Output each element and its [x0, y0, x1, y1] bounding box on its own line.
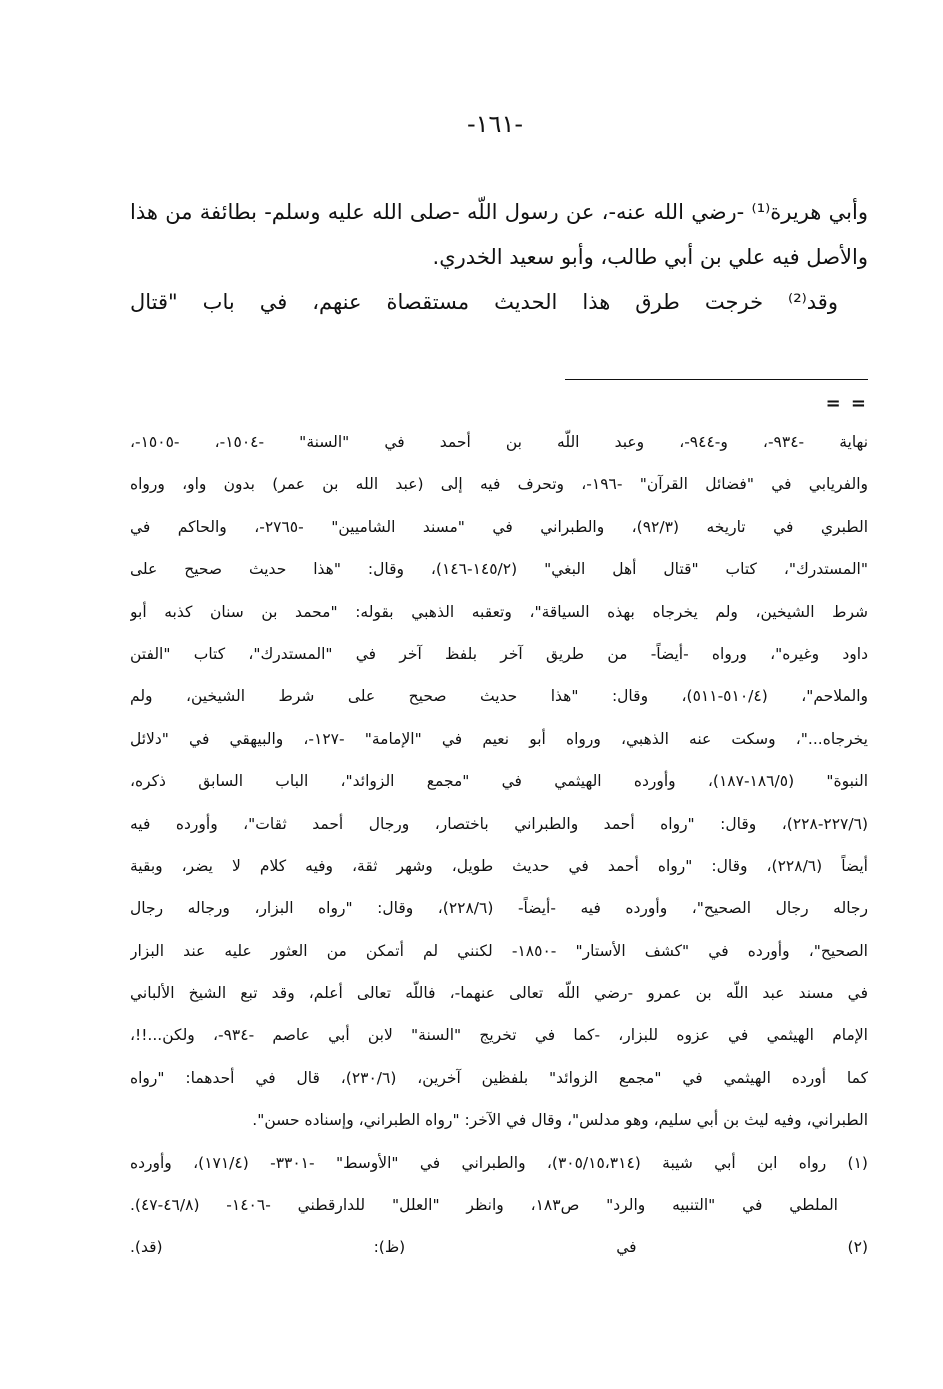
footnote-line: أيضاً (٢٢٨/٦)، وقال: "رواه أحمد في حديث طويل، وشهر ثقة، وفيه كلام لا يضر، وبقية: [130, 856, 868, 875]
footnote-line: رجاله رجال الصحيح"، وأورده فيه -أيضاً- (٢٢٨/٦)، وقال: "رواه البزار، ورجاله رجال: [130, 899, 868, 918]
footnote-line: النبوة" (١٨٦/٥-١٨٧)، وأورده الهيثمي في "مجمع الزوائد"، الباب السابق ذكره،: [130, 772, 868, 791]
footnote-line: في مسند عبد اللّه بن عمرو -رضي اللّه تعالى عنهما-، فاللّه تعالى أعلم، وقد تبع الشيخ الألباني: [130, 984, 868, 1003]
main-line: وأبي هريرة⁽¹⁾ -رضي الله عنه-، عن رسول اللّه -صلى الله عليه وسلم- بطائفة من هذا: [130, 200, 868, 224]
footnote-1-cont: الملطي في "التنبيه والرد" ص١٨٣، وانظر "العلل" للدارقطني -١٤٠٦- (٤٦/٨-٤٧).: [130, 1196, 838, 1214]
footnote-separator: [565, 379, 868, 380]
main-line: والأصل فيه علي بن أبي طالب، وأبو سعيد الخدري.: [432, 245, 868, 269]
footnote-2: (٢) في (ظ): (قد).: [130, 1238, 868, 1256]
main-line: وقد⁽²⁾ خرجت طرق هذا الحديث مستقصاة عنهم، في باب "قتال: [130, 290, 838, 314]
footnote-line: يخرجاه..."، وسكت عنه الذهبي، ورواه أبو نعيم في "الإمامة" -١٢٧-، والبيهقي في "دلائل: [130, 729, 868, 748]
continuation-marker: = =: [825, 393, 868, 414]
footnotes: [130, 1142, 868, 1268]
footnote-line: والفريابي في "فضائل القرآن" -١٩٦-، وتحرف فيه إلى (عبد الله بن عمر) بدون واو، ورواه: [130, 475, 868, 494]
footnote-line: داود وغيره"، ورواه -أيضاً- من طريق آخر بلفظ آخر في "المستدرك"، كتاب "الفتن: [130, 644, 868, 663]
footnote-1: (١) رواه ابن أبي شيبة (٣٠٥/١٥،٣١٤)، والطبراني في "الأوسط" -٣٣٠١- (١٧١/٤)، وأورده: [130, 1154, 868, 1172]
footnote-line: "المستدرك"، كتاب "قتال أهل البغي" (١٤٥/٢-١٤٦)، وقال: "هذا حديث صحيح على: [130, 560, 868, 579]
footnote-line: شرط الشيخين، ولم يخرجاه بهذه السياقة"، وتعقبه الذهبي بقوله: "محمد بن سنان كذبه أبو: [130, 602, 868, 621]
page-number: -١٦١-: [466, 110, 523, 138]
footnote-line: كما أورده الهيثمي في "مجمع الزوائد" بلفظين آخرين، (٢٣٠/٦)، قال في أحدهما: "رواه: [130, 1068, 868, 1087]
footnote-line: الصحيح"، وأورده في "كشف الأستار" -١٨٥٠- لكنني لم أتمكن من العثور عليه عند البزار: [130, 941, 868, 960]
footnote-continuation: [130, 421, 868, 1142]
footnote-line: والملاحم"، (٥١٠/٤-٥١١)، وقال: "هذا حديث صحيح على شرط الشيخين، ولم: [130, 687, 868, 706]
footnote-line: الطبراني، وفيه ليث بن أبي سليم، وهو مدلس"، وقال في الآخر: "رواه الطبراني، وإسناده حسن".: [252, 1111, 868, 1130]
main-text: [130, 190, 868, 325]
footnote-line: الطبري في تاريخه (٩٢/٣)، والطبراني في "مسند الشاميين" -٢٧٦٥-، والحاكم في: [130, 517, 868, 536]
footnote-line: الإمام الهيثمي في عزوه للبزار، -كما في تخريج "السنة" لابن أبي عاصم -٩٣٤-، ولكن...!!،: [130, 1026, 868, 1045]
footnote-line: نهاية -٩٣٤-، و-٩٤٤-، وعبد اللّه بن أحمد في "السنة" -١٥٠٤-، -١٥٠٥-،: [130, 433, 868, 451]
footnote-line: (٢٢٧/٦-٢٢٨)، وقال: "رواه أحمد والطبراني باختصار، ورجال أحمد ثقات"، وأورده فيه: [130, 814, 868, 833]
